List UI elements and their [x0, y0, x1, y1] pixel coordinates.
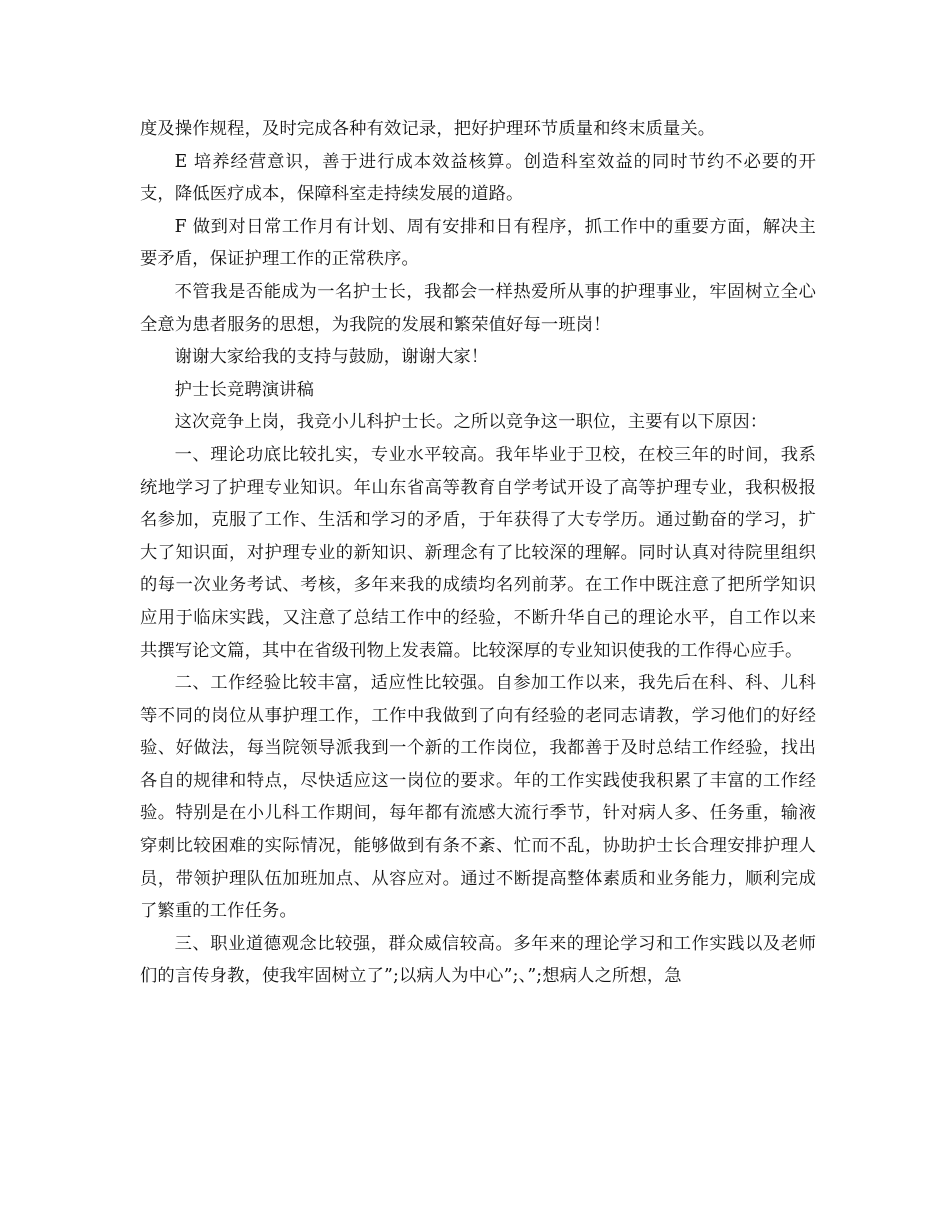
paragraph-commitment: 不管我是否能成为一名护士长，我都会一样热爱所从事的护理事业，牢固树立全心全意为患者服务的思想，为我院的发展和繁荣值好每一班岗！ [140, 281, 816, 335]
paragraph-item-f: F 做到对日常工作月有计划、周有安排和日有程序，抓工作中的重要方面，解决主要矛盾，保证护理工作的正常秩序。 [140, 216, 816, 270]
paragraph-thanks: 谢谢大家给我的支持与鼓励，谢谢大家！ [174, 347, 489, 368]
document-body [140, 113, 816, 993]
paragraph-reason-one: 一、理论功底比较扎实，专业水平较高。我年毕业于卫校，在校三年的时间，我系统地学习了护理专业知识。年山东省高等教育自学考试开设了高等护理专业，我积极报名参加，克服了工作、生活和学习的矛盾，于年获得了大专学历。通过勤奋的学习，扩大了知识面，对护理专业的新知识、新理念有了比较深的理解。同时认真对待院里组织的每一次业务考试、考核，多年来我的成绩均名列前茅。在工作中既注意了把所学知识应用于临床实践，又注意了总结工作中的经验，不断升华自己的理论水平，自工作以来共撰写论文篇，其中在省级刊物上发表篇。比较深厚的专业知识使我的工作得心应手。 [140, 444, 816, 661]
paragraph-continuation: 度及操作规程，及时完成各种有效记录，把好护理环节质量和终末质量关。 [140, 119, 716, 139]
paragraph-reason-three: 三、职业道德观念比较强，群众威信较高。多年来的理论学习和工作实践以及老师们的言传身教，使我牢固树立了”;以病人为中心”;、”;想病人之所想，急 [140, 933, 816, 987]
section-title: 护士长竞聘演讲稿 [174, 379, 315, 400]
paragraph-reason-two: 二、工作经验比较丰富，适应性比较强。自参加工作以来，我先后在科、科、儿科等不同的岗位从事护理工作，工作中我做到了向有经验的老同志请教，学习他们的好经验、好做法，每当院领导派我到一个新的工作岗位，我都善于及时总结工作经验，找出各自的规律和特点，尽快适应这一岗位的要求。年的工作实践使我积累了丰富的工作经验。特别是在小儿科工作期间，每年都有流感大流行季节，针对病人多、任务重，输液穿刺比较困难的实际情况，能够做到有条不紊、忙而不乱，协助护士长合理安排护理人员，带领护理队伍加班加点、从容应对。通过不断提高整体素质和业务能力，顺利完成了繁重的工作任务。 [140, 673, 816, 922]
paragraph-intro: 这次竞争上岗，我竞小儿科护士长。之所以竞争这一职位，主要有以下原因： [174, 412, 768, 433]
paragraph-item-e: E 培养经营意识，善于进行成本效益核算。创造科室效益的同时节约不必要的开支，降低医疗成本，保障科室走持续发展的道路。 [140, 151, 816, 205]
